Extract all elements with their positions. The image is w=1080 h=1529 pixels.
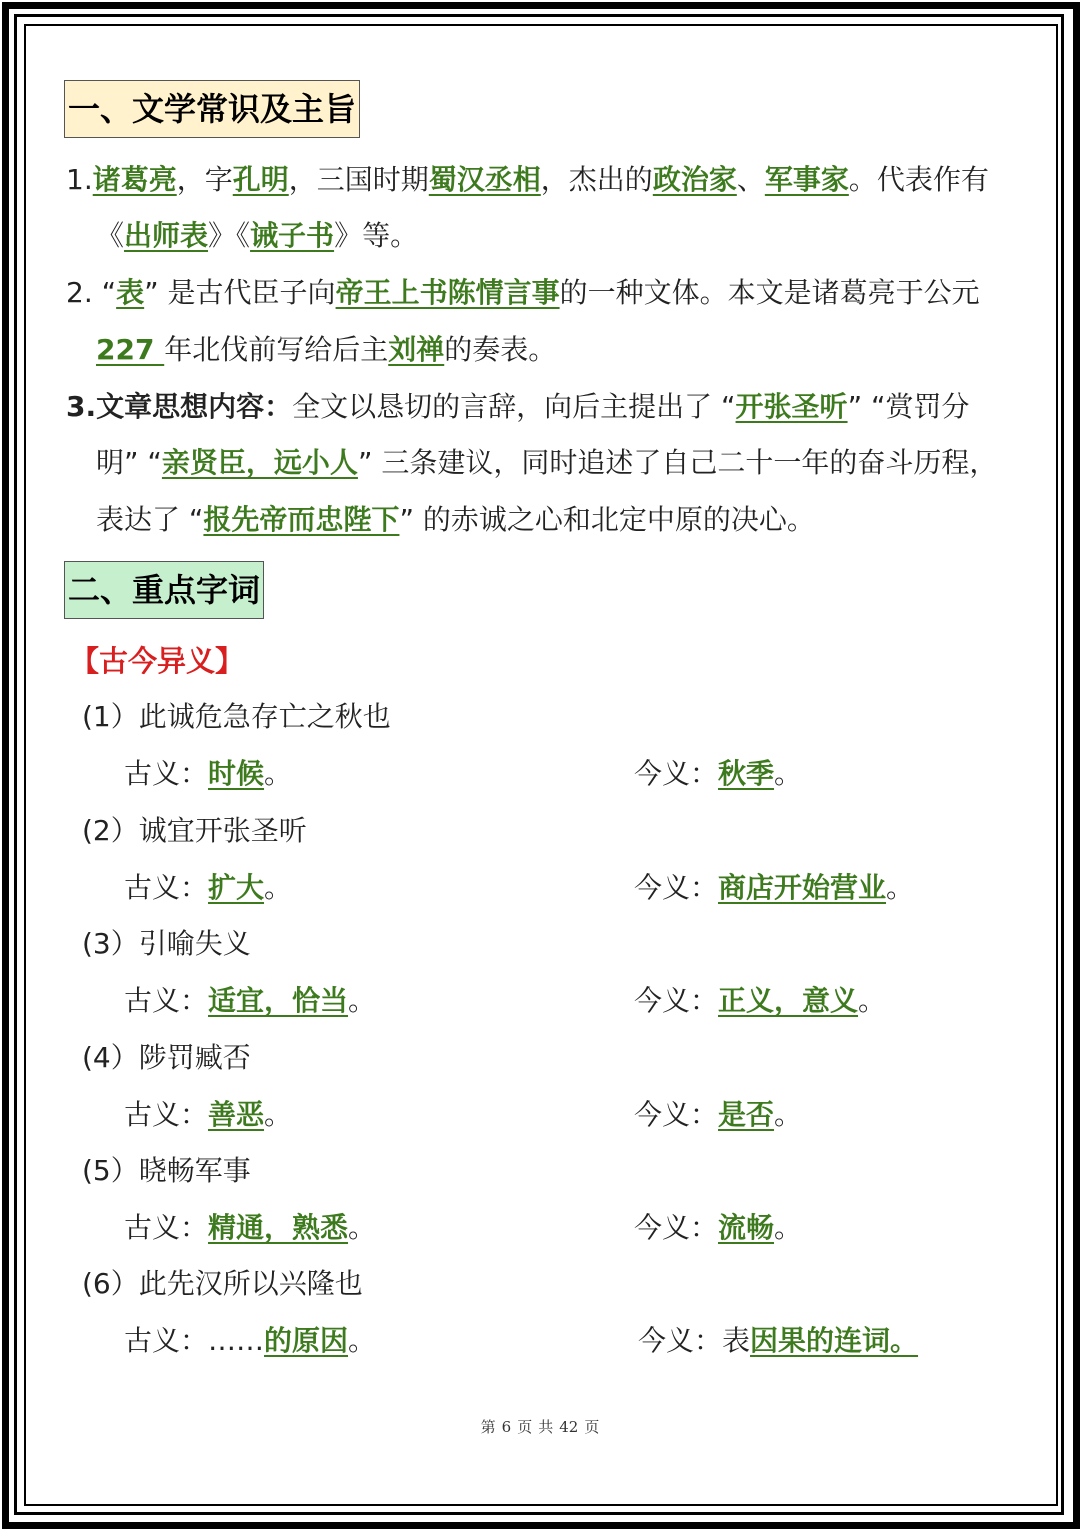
highlight: 刘禅 [388, 333, 445, 366]
old-label: 古义： [124, 1211, 209, 1244]
text: 。 [264, 757, 293, 790]
item-old-meaning [124, 981, 376, 1021]
item-old-meaning [124, 868, 292, 908]
highlight: 政治家 [652, 163, 737, 196]
subsection-title: 【古今异义】 [70, 644, 245, 678]
text: 明” “ [96, 446, 162, 479]
new-label: 今义： [634, 984, 719, 1017]
text: ” “赏罚分 [847, 390, 970, 423]
text: ，杰出的 [540, 163, 653, 196]
highlight: 商店开始营业 [718, 870, 887, 904]
highlight: 227 [96, 333, 165, 366]
text: 。 [348, 1211, 377, 1244]
text: 。代表作有 [848, 163, 989, 196]
item-new-meaning [634, 754, 802, 794]
highlight: 流畅 [718, 1211, 775, 1244]
text: 。 [886, 870, 915, 904]
item-sentence: (6）此先汉所以兴隆也 [82, 1267, 363, 1300]
item-old-meaning [124, 754, 292, 794]
highlight: 的原因 [264, 1324, 349, 1357]
label: 3.文章思想内容： [66, 390, 293, 423]
text: 。 [264, 870, 293, 904]
highlight: 正义，意义 [718, 984, 859, 1017]
new-label: 今义： [634, 870, 719, 904]
highlight: 扩大 [208, 870, 265, 904]
old-label: 古义： [124, 757, 209, 790]
item-new-meaning [634, 1095, 802, 1135]
footer-text: 共 [538, 1418, 554, 1436]
highlight: 善恶 [208, 1097, 265, 1131]
text: ” 是古代臣子向 [144, 276, 336, 309]
text: 1. [66, 163, 93, 196]
item-new-meaning [634, 868, 914, 908]
highlight: 是否 [718, 1097, 775, 1131]
text: 《 [96, 219, 125, 252]
paragraph-3-line-2 [96, 443, 997, 483]
item-new-meaning [634, 1208, 802, 1248]
old-label: 古义： [124, 870, 209, 904]
highlight: 秋季 [718, 757, 775, 790]
text: ，三国时期 [288, 163, 429, 196]
text: 全文以恳切的言辞，向后主提出了 “ [292, 390, 736, 423]
old-label: 古义： [124, 1324, 209, 1357]
item-new-meaning [638, 1321, 918, 1361]
highlight: 出师表 [124, 219, 209, 252]
text: 》《 [208, 219, 251, 252]
text: 。 [774, 757, 803, 790]
highlight: 亲贤臣，远小人 [161, 446, 358, 479]
highlight: 精通，熟悉 [208, 1211, 349, 1244]
text: ” 三条建议，同时追述了自己二十一年的奋斗历程， [357, 446, 998, 479]
highlight: 适宜，恰当 [208, 984, 349, 1017]
highlight: 表 [116, 276, 145, 309]
old-label: 古义： [124, 984, 209, 1017]
paragraph-1-line-2 [96, 216, 418, 256]
highlight: 军事家 [764, 163, 849, 196]
highlight: 孔明 [232, 163, 289, 196]
paragraph-2-line-2 [96, 330, 556, 370]
section-1-heading: 一、文学常识及主旨 [64, 80, 360, 138]
text: 。 [348, 1324, 377, 1357]
footer-text: 页 [584, 1418, 600, 1436]
highlight: 诫子书 [250, 219, 335, 252]
item-new-meaning [634, 981, 886, 1021]
text: 。 [264, 1097, 293, 1131]
page-footer [0, 1416, 1080, 1437]
text: 年北伐前写给后主 [164, 333, 389, 366]
text: …… [208, 1324, 265, 1357]
page-number: 6 [501, 1418, 512, 1436]
highlight: 帝王上书陈情言事 [335, 276, 560, 309]
text: 的奏表。 [444, 333, 557, 366]
new-label: 今义： [634, 757, 719, 790]
page-total: 42 [559, 1418, 579, 1436]
paragraph-2-line-1 [66, 273, 980, 313]
text: 。 [348, 984, 377, 1017]
section-2-heading: 二、重点字词 [64, 561, 264, 619]
text: 2. “ [66, 276, 117, 309]
item-old-meaning [124, 1321, 376, 1361]
item-sentence: (5）晓畅军事 [82, 1154, 251, 1187]
item-sentence: (3）引喻失义 [82, 927, 251, 960]
highlight: 因果的连词。 [750, 1324, 919, 1357]
new-label: 今义： [638, 1324, 723, 1357]
paragraph-1-line-1 [66, 160, 989, 200]
new-label: 今义： [634, 1211, 719, 1244]
item-old-meaning [124, 1208, 376, 1248]
highlight: 诸葛亮 [92, 163, 177, 196]
highlight: 报先帝而忠陛下 [203, 503, 400, 536]
text: 、 [736, 163, 765, 196]
text: 表达了 “ [96, 503, 204, 536]
new-label: 今义： [634, 1097, 719, 1131]
item-sentence: (1）此诚危急存亡之秋也 [82, 700, 391, 733]
text: 表 [722, 1324, 751, 1357]
highlight: 时候 [208, 757, 265, 790]
highlight: 开张圣听 [735, 390, 848, 423]
footer-text: 第 [480, 1418, 496, 1436]
item-sentence: (2）诚宜开张圣听 [82, 813, 307, 847]
item-sentence: (4）陟罚臧否 [82, 1040, 251, 1074]
text: ” 的赤诚之心和北定中原的决心。 [399, 503, 815, 536]
text: 。 [774, 1211, 803, 1244]
text: 。 [858, 984, 887, 1017]
text: 。 [774, 1097, 803, 1131]
text: 的一种文体。本文是诸葛亮于公元 [559, 276, 980, 309]
text: ，字 [176, 163, 233, 196]
old-label: 古义： [124, 1097, 209, 1131]
paragraph-3-line-1 [66, 387, 969, 427]
item-old-meaning [124, 1095, 292, 1135]
highlight: 蜀汉丞相 [428, 163, 541, 196]
text: 》等。 [334, 219, 419, 252]
footer-text: 页 [517, 1418, 533, 1436]
paragraph-3-line-3 [96, 500, 815, 540]
